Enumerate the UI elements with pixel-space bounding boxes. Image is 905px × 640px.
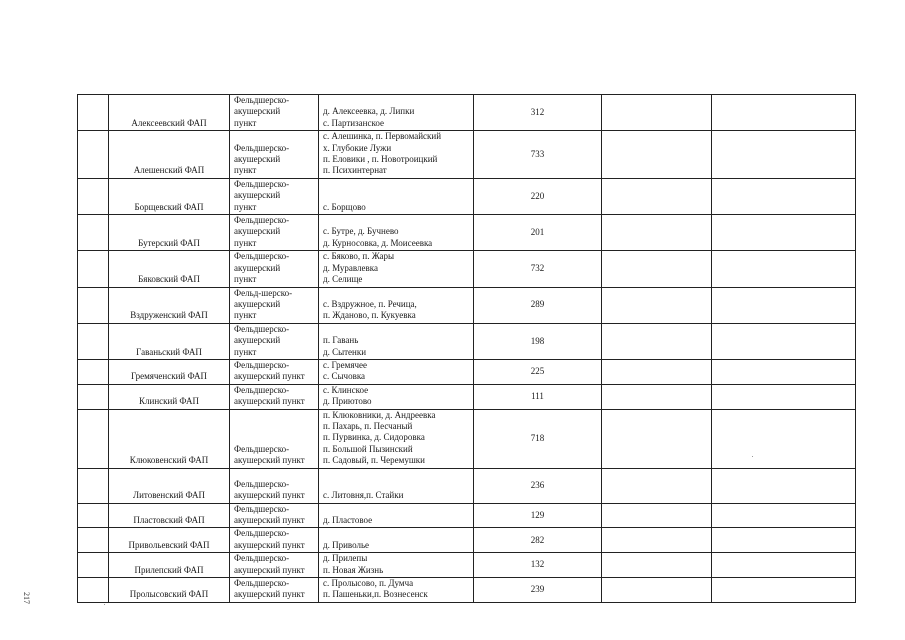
facility-type-line: пункт bbox=[234, 201, 257, 212]
facility-type-cell bbox=[230, 178, 319, 214]
facility-type-cell bbox=[230, 468, 319, 503]
facility-type-line: акушерский пункт bbox=[234, 589, 305, 600]
settlements-cell bbox=[319, 359, 474, 384]
population-cell bbox=[474, 131, 602, 179]
facility-name-cell bbox=[109, 131, 230, 179]
empty-cell bbox=[712, 409, 856, 468]
row-number-cell bbox=[78, 578, 109, 603]
settlements-cell bbox=[319, 323, 474, 359]
facility-type-line: пункт bbox=[234, 165, 257, 176]
row-number-cell bbox=[78, 287, 109, 323]
scan-speck bbox=[104, 604, 105, 605]
population-value: 201 bbox=[530, 226, 545, 237]
settlements-cell bbox=[319, 503, 474, 528]
settlement-line: п. Пахарь, п. Песчаный bbox=[323, 420, 413, 431]
empty-cell bbox=[602, 178, 712, 214]
settlement-line: д. Муравлевка bbox=[323, 262, 378, 273]
facility-type-line: Фельдшерско- bbox=[234, 215, 290, 226]
row-number-cell bbox=[78, 251, 109, 287]
population-cell bbox=[474, 468, 602, 503]
row-number-cell bbox=[78, 528, 109, 553]
facility-name: Пролысовский ФАП bbox=[129, 589, 209, 600]
facility-name-cell bbox=[109, 323, 230, 359]
empty-cell bbox=[602, 503, 712, 528]
row-number-cell bbox=[78, 323, 109, 359]
table-row bbox=[78, 503, 856, 528]
facility-type-line: Фельдшерско- bbox=[234, 251, 290, 262]
facility-name: Клюковенский ФАП bbox=[129, 455, 209, 466]
facility-type-line: акушерский пункт bbox=[234, 455, 305, 466]
row-number-cell bbox=[78, 95, 109, 131]
facility-name: Алешенский ФАП bbox=[133, 165, 205, 176]
empty-cell bbox=[712, 251, 856, 287]
facility-name-cell bbox=[109, 503, 230, 528]
facility-type-line: Фельдшерско- bbox=[234, 503, 290, 514]
settlement-line: п. Пурвинка, д. Сидоровка bbox=[323, 432, 425, 443]
population-value: 132 bbox=[530, 559, 545, 570]
settlement-line: п. Жданово, п. Кукуевка bbox=[323, 310, 416, 321]
table-row bbox=[78, 359, 856, 384]
facility-type-line: пункт bbox=[234, 346, 257, 357]
table-row bbox=[78, 178, 856, 214]
facility-type-line: акушерский bbox=[234, 298, 281, 309]
empty-cell bbox=[712, 178, 856, 214]
table-row bbox=[78, 468, 856, 503]
empty-cell bbox=[712, 131, 856, 179]
empty-cell bbox=[712, 503, 856, 528]
facility-type-cell bbox=[230, 384, 319, 409]
settlements-cell bbox=[319, 215, 474, 251]
page-number: 217 bbox=[22, 592, 31, 604]
row-number-cell bbox=[78, 468, 109, 503]
settlement-line: д. Селище bbox=[323, 274, 363, 285]
facility-type-line: пункт bbox=[234, 310, 257, 321]
facility-type-line: Фельдшерско- bbox=[234, 178, 290, 189]
empty-cell bbox=[602, 287, 712, 323]
empty-cell bbox=[712, 287, 856, 323]
population-cell bbox=[474, 384, 602, 409]
facility-type-cell bbox=[230, 578, 319, 603]
settlement-line: д. Сытенки bbox=[323, 346, 367, 357]
settlement-line: с. Сычовка bbox=[323, 371, 366, 382]
settlements-cell bbox=[319, 178, 474, 214]
table-row bbox=[78, 528, 856, 553]
facility-type-line: пункт bbox=[234, 237, 257, 248]
facility-type-line: акушерский пункт bbox=[234, 515, 305, 525]
settlement-line: с. Литовня,п. Стайки bbox=[323, 490, 404, 501]
facility-name-cell bbox=[109, 384, 230, 409]
population-value: 289 bbox=[530, 299, 545, 310]
population-value: 225 bbox=[530, 366, 545, 377]
settlement-line: д. Курносовка, д. Моисеевка bbox=[323, 237, 433, 248]
facility-name-cell bbox=[109, 287, 230, 323]
settlement-line: с. Борщово bbox=[323, 201, 366, 212]
empty-cell bbox=[602, 323, 712, 359]
facility-type-line: Фельдшерско- bbox=[234, 443, 290, 454]
facility-type-cell bbox=[230, 95, 319, 131]
settlement-line: с. Партизанское bbox=[323, 117, 385, 128]
table-body bbox=[78, 95, 856, 603]
facility-type-cell bbox=[230, 553, 319, 578]
empty-cell bbox=[712, 359, 856, 384]
facility-name-cell bbox=[109, 409, 230, 468]
population-value: 282 bbox=[530, 534, 545, 545]
settlement-line: д. Приютово bbox=[323, 396, 372, 407]
settlement-line: с. Алешинка, п. Первомайский bbox=[323, 131, 442, 142]
settlements-cell bbox=[319, 409, 474, 468]
settlement-line: с. Бяково, п. Жары bbox=[323, 251, 395, 262]
population-cell bbox=[474, 95, 602, 131]
facility-name: Гаваньский ФАП bbox=[136, 346, 202, 357]
empty-cell bbox=[602, 578, 712, 603]
table-row bbox=[78, 323, 856, 359]
empty-cell bbox=[602, 131, 712, 179]
population-cell bbox=[474, 251, 602, 287]
settlement-line: с. Гремячее bbox=[323, 359, 367, 370]
population-cell bbox=[474, 287, 602, 323]
settlement-line: х. Глубокие Лужи bbox=[323, 142, 392, 153]
facility-type-cell bbox=[230, 215, 319, 251]
settlement-line: д. Прилепы bbox=[323, 553, 368, 564]
facility-type-line: акушерский пункт bbox=[234, 564, 305, 575]
facility-type-line: акушерский bbox=[234, 190, 281, 201]
fap-table bbox=[77, 94, 856, 603]
empty-cell bbox=[602, 215, 712, 251]
settlement-line: с. Клинское bbox=[323, 384, 369, 395]
settlement-line: с. Вздружное, п. Речица, bbox=[323, 298, 417, 309]
population-value: 220 bbox=[530, 190, 545, 201]
facility-type-line: Фельдшерско- bbox=[234, 384, 290, 395]
table-row bbox=[78, 384, 856, 409]
facility-name-cell bbox=[109, 578, 230, 603]
facility-type-cell bbox=[230, 251, 319, 287]
facility-type-cell bbox=[230, 503, 319, 528]
settlement-line: п. Садовый, п. Черемушки bbox=[323, 455, 425, 466]
settlement-line: п. Психинтернат bbox=[323, 165, 387, 176]
table-row bbox=[78, 409, 856, 468]
empty-cell bbox=[712, 553, 856, 578]
facility-type-line: Фельдшерско- bbox=[234, 359, 290, 370]
facility-name: Литовенский ФАП bbox=[132, 490, 206, 501]
row-number-cell bbox=[78, 131, 109, 179]
facility-type-cell bbox=[230, 528, 319, 553]
empty-cell bbox=[602, 528, 712, 553]
settlement-line: п. Еловики , п. Новотроицкий bbox=[323, 154, 438, 165]
empty-cell bbox=[712, 578, 856, 603]
row-number-cell bbox=[78, 215, 109, 251]
row-number-cell bbox=[78, 553, 109, 578]
facility-type-line: Фельдшерско- bbox=[234, 578, 290, 589]
facility-type-line: Фельдшерско- bbox=[234, 553, 290, 564]
facility-name: Привольевский ФАП bbox=[128, 539, 210, 550]
settlements-cell bbox=[319, 251, 474, 287]
row-number-cell bbox=[78, 178, 109, 214]
facility-name: Борщевский ФАП bbox=[134, 201, 204, 212]
facility-name: Вздруженский ФАП bbox=[130, 310, 208, 321]
empty-cell bbox=[712, 323, 856, 359]
table-row bbox=[78, 553, 856, 578]
facility-name: Гремяченский ФАП bbox=[130, 371, 208, 382]
population-value: 111 bbox=[531, 390, 544, 401]
population-value: 236 bbox=[530, 479, 545, 490]
settlements-cell bbox=[319, 95, 474, 131]
population-cell bbox=[474, 553, 602, 578]
population-value: 239 bbox=[530, 584, 545, 595]
settlements-cell bbox=[319, 468, 474, 503]
row-number-cell bbox=[78, 409, 109, 468]
settlements-cell bbox=[319, 287, 474, 323]
facility-name: Прилепский ФАП bbox=[134, 564, 204, 575]
empty-cell bbox=[712, 215, 856, 251]
facility-type-line: Фельдшерско- bbox=[234, 323, 290, 334]
population-value: 733 bbox=[530, 148, 545, 159]
empty-cell bbox=[712, 95, 856, 131]
settlement-line: д. Пластовое bbox=[323, 515, 373, 525]
facility-type-cell bbox=[230, 409, 319, 468]
table-row bbox=[78, 287, 856, 323]
facility-type-line: акушерский пункт bbox=[234, 490, 305, 501]
table-row bbox=[78, 95, 856, 131]
settlement-line: п. Клюковники, д. Андреевка bbox=[323, 409, 436, 420]
population-cell bbox=[474, 528, 602, 553]
facility-type-line: пункт bbox=[234, 274, 257, 285]
table-row bbox=[78, 251, 856, 287]
facility-name: Алексеевский ФАП bbox=[131, 117, 207, 128]
facility-type-line: Фельдшерско- bbox=[234, 478, 290, 489]
settlement-line: с. Бутре, д. Бучнево bbox=[323, 226, 399, 237]
facility-type-line: акушерский bbox=[234, 335, 281, 346]
facility-name-cell bbox=[109, 178, 230, 214]
empty-cell bbox=[602, 384, 712, 409]
row-number-cell bbox=[78, 384, 109, 409]
facility-name: Клинский ФАП bbox=[139, 396, 199, 407]
facility-name-cell bbox=[109, 553, 230, 578]
facility-type-line: акушерский пункт bbox=[234, 371, 305, 382]
facility-type-cell bbox=[230, 131, 319, 179]
population-cell bbox=[474, 409, 602, 468]
population-value: 312 bbox=[530, 106, 545, 117]
facility-type-line: акушерский bbox=[234, 106, 281, 117]
facility-type-line: пункт bbox=[234, 117, 257, 128]
empty-cell bbox=[602, 95, 712, 131]
empty-cell bbox=[712, 468, 856, 503]
population-value: 129 bbox=[530, 509, 545, 520]
empty-cell bbox=[602, 409, 712, 468]
settlement-line: с. Пролысово, п. Думча bbox=[323, 578, 414, 589]
table-row bbox=[78, 578, 856, 603]
facility-name: Пластовский ФАП bbox=[133, 515, 205, 525]
empty-cell bbox=[602, 553, 712, 578]
facility-type-cell bbox=[230, 359, 319, 384]
facility-type-line: Фельдшерско- bbox=[234, 528, 290, 539]
facility-type-cell bbox=[230, 287, 319, 323]
settlement-line: д. Алексеевка, д. Липки bbox=[323, 106, 415, 117]
population-cell bbox=[474, 359, 602, 384]
facility-name-cell bbox=[109, 95, 230, 131]
settlements-cell bbox=[319, 528, 474, 553]
facility-type-line: акушерский пункт bbox=[234, 396, 305, 407]
facility-name-cell bbox=[109, 468, 230, 503]
settlement-line: п. Пашеньки,п. Вознесенск bbox=[323, 589, 428, 600]
facility-name-cell bbox=[109, 251, 230, 287]
table-row bbox=[78, 131, 856, 179]
empty-cell bbox=[602, 359, 712, 384]
settlements-cell bbox=[319, 131, 474, 179]
empty-cell bbox=[602, 251, 712, 287]
facility-type-cell bbox=[230, 323, 319, 359]
settlements-cell bbox=[319, 384, 474, 409]
facility-name-cell bbox=[109, 215, 230, 251]
facility-name-cell bbox=[109, 359, 230, 384]
settlement-line: п. Новая Жизнь bbox=[323, 564, 384, 575]
population-cell bbox=[474, 215, 602, 251]
population-cell bbox=[474, 323, 602, 359]
empty-cell bbox=[712, 384, 856, 409]
population-cell bbox=[474, 578, 602, 603]
facility-type-line: акушерский пункт bbox=[234, 539, 305, 550]
facility-name: Бяковский ФАП bbox=[138, 274, 200, 285]
population-cell bbox=[474, 503, 602, 528]
population-value: 732 bbox=[530, 263, 545, 274]
empty-cell bbox=[712, 528, 856, 553]
population-value: 718 bbox=[530, 432, 545, 443]
row-number-cell bbox=[78, 503, 109, 528]
table-row bbox=[78, 215, 856, 251]
empty-cell bbox=[602, 468, 712, 503]
settlement-line: д. Приволье bbox=[323, 539, 370, 550]
facility-type-line: Фельдшерско- bbox=[234, 142, 290, 153]
facility-type-line: акушерский bbox=[234, 226, 281, 237]
facility-type-line: Фельд-шерско- bbox=[234, 287, 293, 298]
facility-type-line: акушерский bbox=[234, 262, 281, 273]
settlements-cell bbox=[319, 553, 474, 578]
population-cell bbox=[474, 178, 602, 214]
facility-name-cell bbox=[109, 528, 230, 553]
settlement-line: п. Большой Пызинский bbox=[323, 443, 413, 454]
settlements-cell bbox=[319, 578, 474, 603]
facility-type-line: акушерский bbox=[234, 154, 281, 165]
population-value: 198 bbox=[530, 335, 545, 346]
row-number-cell bbox=[78, 359, 109, 384]
facility-type-line: Фельдшерско- bbox=[234, 95, 290, 105]
facility-name: Бутерский ФАП bbox=[138, 237, 200, 248]
settlement-line: п. Гавань bbox=[323, 335, 359, 346]
scan-speck bbox=[752, 456, 753, 457]
